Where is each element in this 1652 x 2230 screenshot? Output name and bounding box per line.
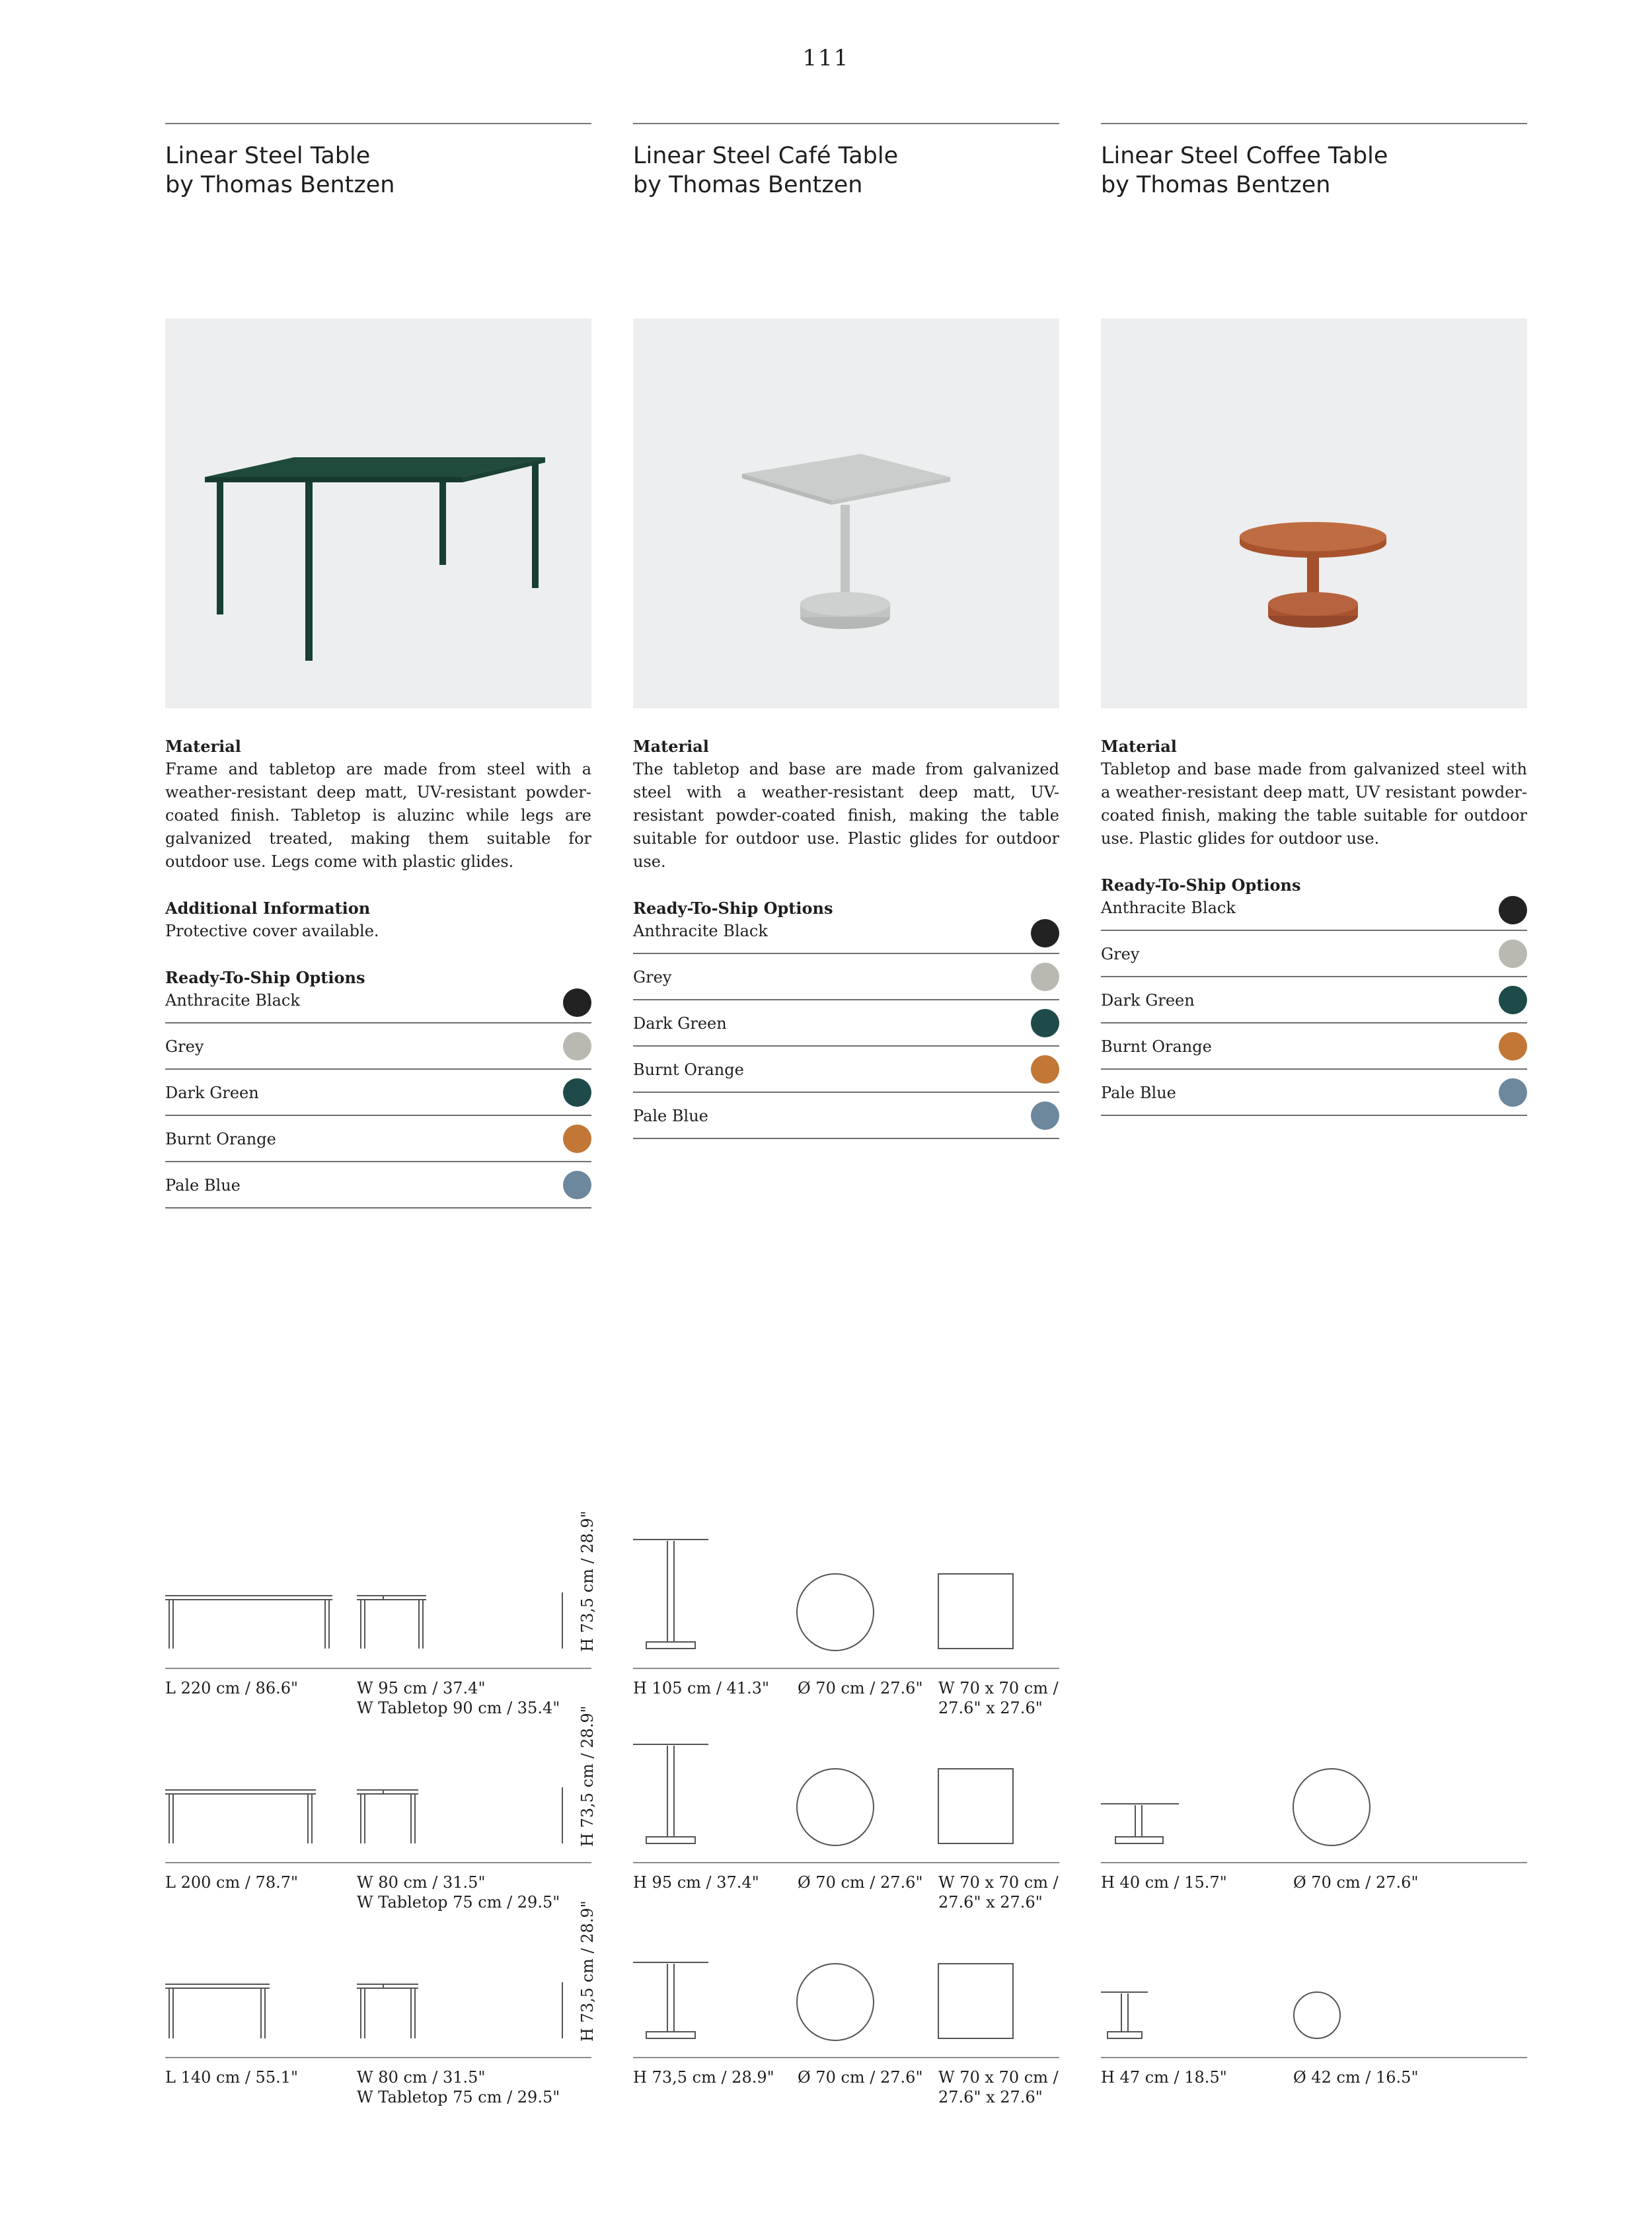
product-title: Linear Steel Café Table by Thomas Bentzen [633,143,899,198]
additional-info-text: Protective cover available. [165,922,379,940]
diameter-label: Ø 42 cm / 16.5" [1293,2068,1419,2087]
square-label: W 70 x 70 cm / 27.6" x 27.6" [938,1679,1059,1717]
height-label: H 47 cm / 18.5" [1101,2068,1227,2087]
page-number: 111 [802,45,850,71]
height-label-vertical: H 73,5 cm / 28.9" [578,1510,597,1652]
option-label: Anthracite Black [1101,899,1236,917]
options-heading: Ready-To-Ship Options [633,899,833,918]
option-label: Burnt Orange [633,1060,744,1079]
diameter-label: Ø 70 cm / 27.6" [1293,1873,1419,1892]
product-title: Linear Steel Table by Thomas Bentzen [165,143,395,198]
option-label: Dark Green [165,1084,259,1102]
length-label: L 220 cm / 86.6" [165,1679,299,1697]
table-drawing-row-2 [165,1787,562,1843]
width-label: W 80 cm / 31.5" W Tabletop 75 cm / 29.5" [357,2068,560,2106]
material-text: Frame and tabletop are made from steel with a weather-resistant deep matt, UV-resistant powder-coated finish. Tabletop is aluzinc while legs are galvanized treated, making them suitable for outdoor use. Legs come with plastic glides. [165,760,591,871]
diameter-label: Ø 70 cm / 27.6" [798,2068,923,2087]
option-label: Dark Green [1101,991,1195,1010]
coffee-drawing-row-1 [1101,1769,1370,1845]
option-label: Burnt Orange [1101,1037,1212,1056]
height-label-vertical: H 73,5 cm / 28.9" [578,1900,597,2042]
width-label: W 80 cm / 31.5" W Tabletop 75 cm / 29.5" [357,1873,560,1912]
length-label: L 140 cm / 55.1" [165,2068,299,2087]
length-label: L 200 cm / 78.7" [165,1873,299,1892]
options-heading: Ready-To-Ship Options [1101,875,1301,895]
dimension-rule [165,1862,591,1863]
option-label: Pale Blue [1101,1084,1176,1102]
option-label: Grey [165,1037,204,1056]
option-label: Pale Blue [633,1107,708,1125]
height-label: H 40 cm / 15.7" [1101,1873,1227,1892]
width-label: W 95 cm / 37.4" W Tabletop 90 cm / 35.4" [357,1679,560,1717]
dimension-rule [165,2057,591,2058]
table-drawing-row-1 [165,1592,562,1649]
square-label: W 70 x 70 cm / 27.6" x 27.6" [938,1873,1059,1912]
product-title: Linear Steel Coffee Table by Thomas Bentzen [1101,143,1388,198]
dimension-rule [1101,2057,1527,2058]
option-label: Pale Blue [165,1176,241,1195]
height-label: H 95 cm / 37.4" [633,1873,759,1892]
material-heading: Material [1101,737,1177,756]
option-label: Dark Green [633,1014,727,1033]
option-label: Burnt Orange [165,1130,276,1148]
material-text: Tabletop and base made from galvanized steel with a weather-resistant deep matt, UV resistant powder-coated finish, making the table suitable for outdoor use. Plastic glides for outdoor use. [1101,760,1527,848]
cafe-drawing-row-1 [633,1540,1013,1651]
height-label-vertical: H 73,5 cm / 28.9" [578,1705,597,1847]
material-heading: Material [633,737,709,756]
table-drawing-row-3 [165,1982,562,2038]
dimension-rule [1101,1862,1527,1863]
diameter-label: Ø 70 cm / 27.6" [798,1873,923,1892]
height-label: H 105 cm / 41.3" [633,1679,770,1697]
dimension-rule [165,1668,591,1669]
square-label: W 70 x 70 cm / 27.6" x 27.6" [938,2068,1059,2106]
option-label: Grey [633,968,672,986]
material-text: The tabletop and base are made from galvanized steel with a weather-resistant deep matt, UV-resistant powder-coated finish, making the table suitable for outdoor use. Plastic glides for outdoor use. [633,760,1059,871]
additional-info-heading: Additional Information [165,899,371,918]
option-label: Anthracite Black [165,991,300,1010]
material-heading: Material [165,737,241,756]
dimension-rule [633,2057,1059,2058]
coffee-drawing-row-2 [1101,1992,1340,2038]
dimension-rule [633,1862,1059,1863]
cafe-drawing-row-3 [633,1962,1013,2040]
dimension-rule [633,1668,1059,1669]
options-heading: Ready-To-Ship Options [165,968,365,987]
option-label: Grey [1101,945,1140,963]
height-label: H 73,5 cm / 28.9" [633,2068,774,2087]
cafe-drawing-row-2 [633,1744,1013,1845]
diameter-label: Ø 70 cm / 27.6" [798,1679,923,1697]
option-label: Anthracite Black [633,922,768,940]
